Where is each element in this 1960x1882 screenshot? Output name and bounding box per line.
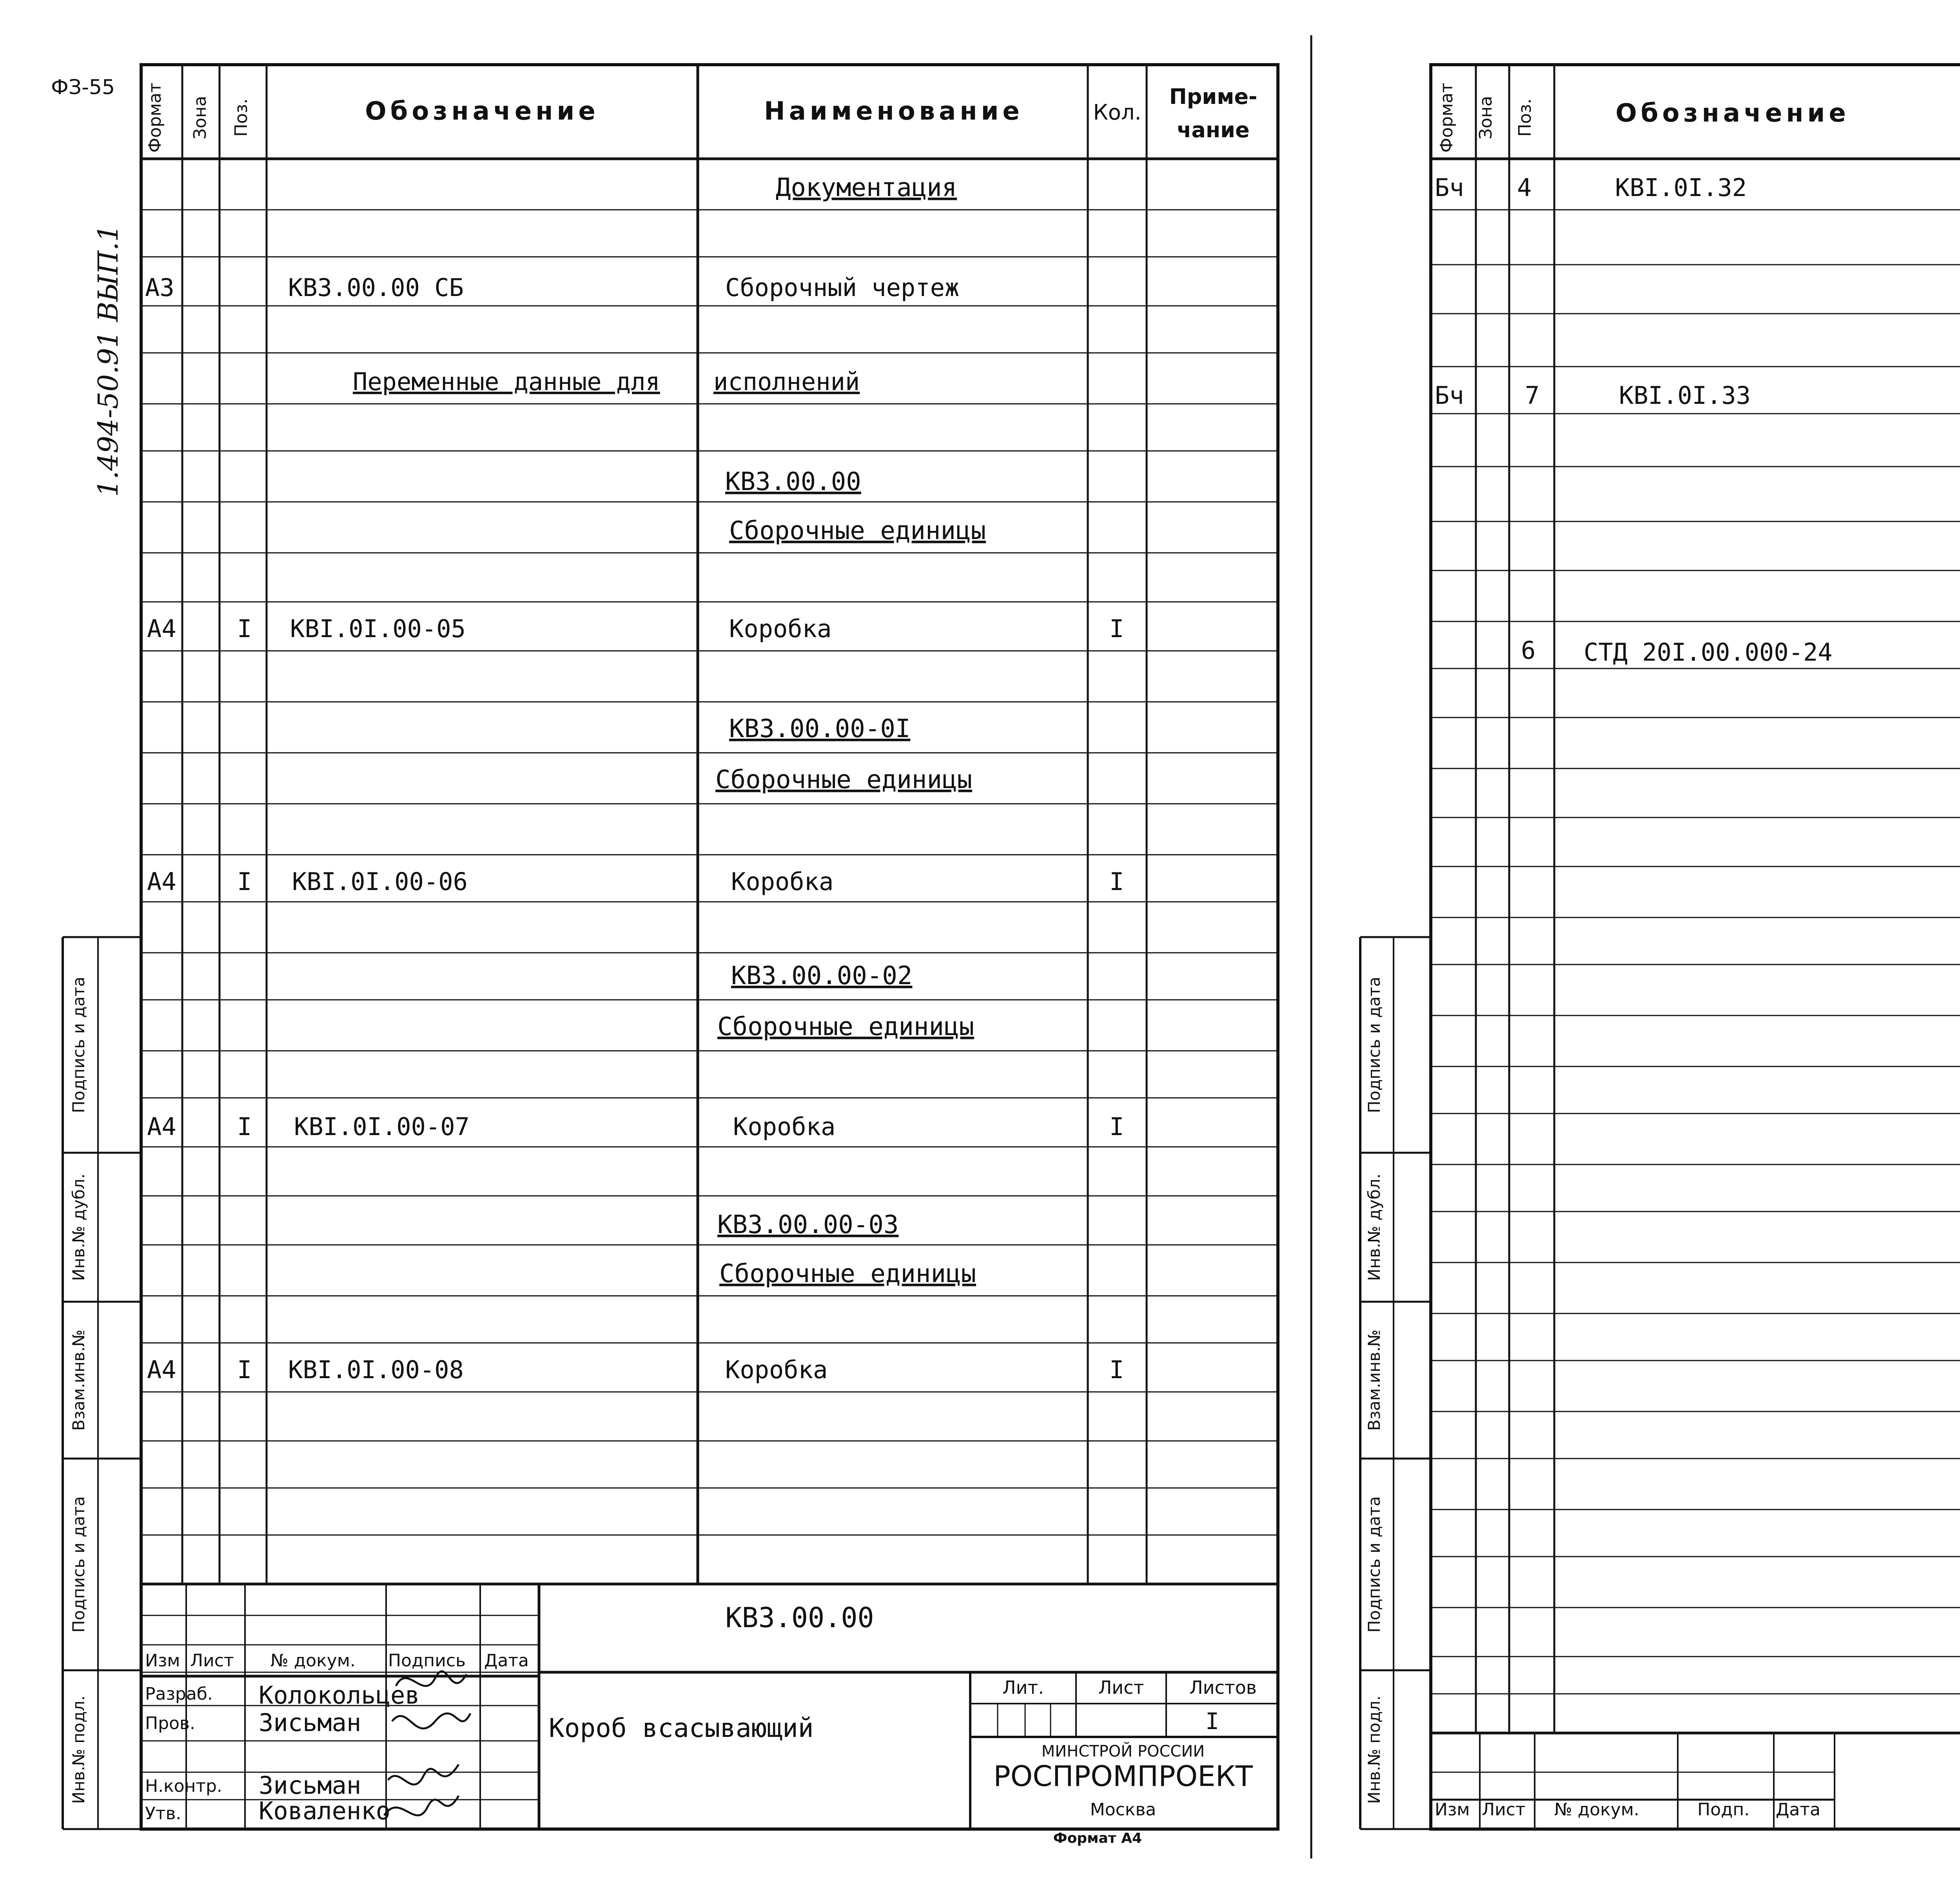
row-format: А4 bbox=[147, 614, 176, 643]
tb-col-list: Лист bbox=[1482, 1800, 1526, 1820]
tb-col-doc: № докум. bbox=[270, 1651, 356, 1671]
row-format: Бч bbox=[1435, 173, 1464, 202]
side-stamp-label: Взам.инв.№ bbox=[1365, 1329, 1384, 1431]
document-title: Короб всасывающий bbox=[549, 1713, 814, 1743]
tb-role-check: Пров. bbox=[145, 1713, 195, 1733]
tb-role-dev: Разраб. bbox=[145, 1684, 213, 1704]
tb-name-norm: Зисьман bbox=[259, 1771, 361, 1800]
row-quantity: I bbox=[1109, 1355, 1124, 1384]
row-designation: КВI.0I.00-06 bbox=[292, 867, 468, 896]
variable-data-right: исполнений bbox=[713, 367, 860, 396]
left-col-format: Формат bbox=[145, 82, 165, 153]
row-designation: КВI.0I.00-08 bbox=[288, 1355, 464, 1384]
section-assembly-units: Сборочные единицы bbox=[719, 1259, 976, 1288]
left-col-name: Наименование bbox=[764, 97, 1024, 126]
row-position: 4 bbox=[1517, 173, 1532, 202]
row-designation: КВI.0I.00-07 bbox=[294, 1112, 470, 1141]
row-format: А4 bbox=[147, 1112, 176, 1141]
side-stamp-label: Взам.инв.№ bbox=[69, 1329, 88, 1431]
side-stamp-label: Инв.№ подл. bbox=[1365, 1695, 1384, 1804]
variant-code: КВ3.00.00-02 bbox=[731, 961, 913, 990]
row-quantity: I bbox=[1109, 1112, 1124, 1141]
side-stamp-label: Подпись и дата bbox=[1365, 977, 1384, 1113]
sheet-grid bbox=[63, 31, 1960, 1858]
row-name: Коробка bbox=[729, 614, 832, 643]
org-name: РОСПРОМПРОЕКТ bbox=[993, 1760, 1253, 1793]
section-assembly-units: Сборочные единицы bbox=[717, 1012, 975, 1041]
tb-role-approve: Утв. bbox=[145, 1804, 181, 1824]
row-quantity: I bbox=[1109, 867, 1124, 896]
variant-code: КВ3.00.00-0I bbox=[729, 714, 911, 743]
tb-col-doc: № докум. bbox=[1554, 1800, 1639, 1820]
side-stamp-label: Инв.№ подл. bbox=[69, 1695, 88, 1804]
left-col-note-1: Приме- bbox=[1169, 84, 1258, 109]
row-position: 7 bbox=[1525, 381, 1540, 410]
tb-lit: Лит. bbox=[1002, 1677, 1044, 1698]
left-col-note-2: чание bbox=[1177, 118, 1250, 142]
tb-col-sign: Подпись bbox=[388, 1651, 466, 1671]
tb-name-check: Зисьман bbox=[259, 1708, 361, 1737]
tb-name-approve: Коваленко bbox=[259, 1797, 390, 1825]
row-quantity: I bbox=[1109, 614, 1124, 643]
tb-col-date: Дата bbox=[484, 1651, 529, 1671]
side-stamp-label: Инв.№ дубл. bbox=[69, 1173, 88, 1281]
variant-code: КВ3.00.00 bbox=[725, 467, 861, 496]
left-col-pos: Поз. bbox=[231, 98, 251, 137]
row-position: I bbox=[237, 867, 252, 896]
side-stamp-label: Подпись и дата bbox=[1365, 1496, 1384, 1633]
right-col-zone: Зона bbox=[1476, 96, 1496, 140]
row-name: Коробка bbox=[733, 1112, 836, 1141]
tb-sheets-value: I bbox=[1205, 1708, 1219, 1735]
section-assembly-units: Сборочные единицы bbox=[729, 516, 986, 545]
tb-name-dev: Колокольцев bbox=[259, 1681, 420, 1709]
row-format: А4 bbox=[147, 867, 176, 896]
row-designation: КВ3.00.00 СБ bbox=[288, 273, 464, 302]
row-position: I bbox=[237, 1112, 252, 1141]
row-position: I bbox=[237, 614, 252, 643]
row-designation: КВI.0I.00-05 bbox=[290, 614, 466, 643]
tb-col-date: Дата bbox=[1776, 1800, 1820, 1820]
tb-col-izm: Изм bbox=[145, 1651, 180, 1671]
row-position: I bbox=[237, 1355, 252, 1384]
variant-code: КВ3.00.00-03 bbox=[717, 1210, 899, 1239]
tb-col-izm: Изм bbox=[1435, 1800, 1470, 1820]
left-col-qty: Кол. bbox=[1093, 100, 1142, 125]
sheet-format: Формат А4 bbox=[1053, 1830, 1142, 1846]
org-city: Москва bbox=[1090, 1800, 1156, 1820]
left-sheet-frame bbox=[141, 65, 1278, 1829]
row-format: А3 bbox=[145, 273, 174, 302]
tb-sheets: Листов bbox=[1189, 1677, 1257, 1698]
right-col-designation: Обозначение bbox=[1615, 99, 1850, 128]
org-ministry: МИНСТРОЙ РОССИИ bbox=[1041, 1742, 1205, 1760]
row-format: Бч bbox=[1435, 381, 1464, 410]
row-position: 6 bbox=[1521, 636, 1536, 665]
right-col-format: Формат bbox=[1437, 82, 1457, 153]
row-format: А4 bbox=[147, 1355, 176, 1384]
tb-col-list: Лист bbox=[190, 1651, 234, 1671]
album-code: 1.494-50.91 ВЫП.1 bbox=[92, 224, 124, 497]
right-col-pos: Поз. bbox=[1515, 98, 1535, 137]
row-designation: КВI.0I.33 bbox=[1619, 381, 1751, 410]
row-name: Коробка bbox=[731, 867, 834, 896]
row-name: Сборочный чертеж bbox=[725, 273, 960, 302]
section-documentation: Документация bbox=[775, 173, 957, 202]
side-stamp-label: Подпись и дата bbox=[69, 1496, 88, 1633]
row-designation: СТД 20I.00.000-24 bbox=[1584, 638, 1833, 667]
tb-col-sign: Подп. bbox=[1697, 1800, 1750, 1820]
variable-data-left: Переменные данные для bbox=[353, 367, 660, 396]
side-stamp-label: Подпись и дата bbox=[69, 977, 88, 1113]
tb-sheet: Лист bbox=[1098, 1677, 1144, 1698]
form-code: ФЗ-55 bbox=[51, 76, 115, 99]
document-designation: КВ3.00.00 bbox=[725, 1602, 874, 1634]
left-col-designation: Обозначение bbox=[365, 97, 599, 126]
row-name: Коробка bbox=[725, 1355, 828, 1384]
row-designation: КВI.0I.32 bbox=[1615, 173, 1747, 202]
tb-role-norm: Н.контр. bbox=[145, 1776, 222, 1796]
side-stamp-label: Инв.№ дубл. bbox=[1365, 1173, 1384, 1281]
left-col-zone: Зона bbox=[190, 96, 210, 140]
section-assembly-units: Сборочные единицы bbox=[715, 765, 973, 794]
